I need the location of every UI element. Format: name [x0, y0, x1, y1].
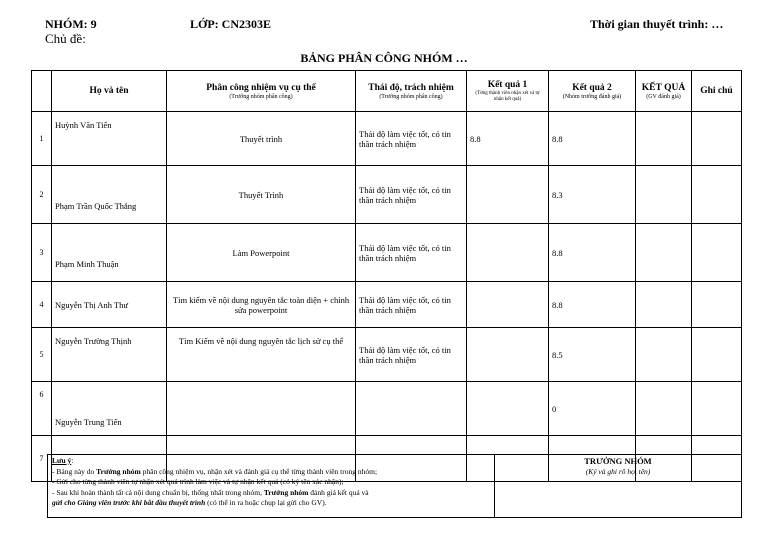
cell-final — [636, 224, 692, 282]
cell-note — [692, 112, 742, 166]
class-label: LỚP: CN2303E — [190, 17, 271, 31]
col-header-attitude: Thái độ, trách nhiệm (Trưởng nhóm phân công) — [356, 71, 467, 112]
cell-task: Thuyết trình — [167, 112, 356, 166]
cell-note — [692, 166, 742, 224]
notes-heading: Lưu ý — [52, 456, 72, 465]
cell-stt: 6 — [32, 382, 52, 436]
table-row — [32, 224, 742, 282]
cell-task — [167, 382, 356, 436]
topic-label: Chủ đề: — [45, 31, 86, 46]
cell-stt: 2 — [32, 166, 52, 224]
notes-table — [47, 454, 742, 518]
cell-result2: 8.8 — [549, 282, 636, 328]
cell-task: Tìm Kiếm về nội dung nguyên tắc lịch sử cụ thể — [167, 328, 356, 382]
col-header-stt — [32, 71, 52, 112]
cell-name: Phạm Minh Thuận — [52, 224, 167, 282]
leader-subtitle: (Ký và ghi rõ họ, tên) — [585, 466, 651, 476]
table-header-row — [32, 71, 742, 112]
cell-attitude: Thái độ làm việc tốt, có tin thần trách nhiệm — [356, 112, 467, 166]
page-title: BẢNG PHÂN CÔNG NHÓM … — [300, 51, 468, 65]
cell-final — [636, 328, 692, 382]
cell-final — [636, 112, 692, 166]
cell-final — [636, 382, 692, 436]
leader-signature-box — [495, 455, 742, 518]
cell-name: Huỳnh Văn Tiến — [52, 112, 167, 166]
notes-line-1: - Bảng này do Trưởng nhóm phân công nhiệm vụ, nhận xét và đánh giá cụ thể từng thành viên trong nhóm; — [52, 466, 378, 476]
col-header-task: Phân công nhiệm vụ cụ thể (Trưởng nhóm phân công) — [167, 71, 356, 112]
cell-task: Làm Powerpoint — [167, 224, 356, 282]
cell-note — [692, 328, 742, 382]
cell-final — [636, 166, 692, 224]
cell-note — [692, 282, 742, 328]
cell-task: Tìm kiếm về nội dung nguyên tắc toàn diện + chỉnh sửa powerpoint — [167, 282, 356, 328]
cell-attitude — [356, 382, 467, 436]
cell-result1: 8.8 — [467, 112, 549, 166]
cell-attitude: Thái độ làm việc tốt, có tin thần trách nhiệm — [356, 328, 467, 382]
cell-task: Thuyết Trình — [167, 166, 356, 224]
cell-note — [692, 224, 742, 282]
assignment-table — [31, 70, 742, 482]
cell-result1 — [467, 328, 549, 382]
notes-box: Lưu ý: - Bảng này do Trưởng nhóm phân công nhiệm vụ, nhận xét và đánh giá cụ thể từng thành viên trong nhóm; - Gửi cho từng thành viên tự nhận xét quá trình làm việc và tự nhận kết quả (có ký tên xác nhận); - Sau khi hoàn thành tất cả nội dung chuẩn bị, thống nhất trong nhóm, Trưởng nhóm đánh giá kết quả và gửi cho Giảng viên trước khi bắt đầu thuyết trình (có thể in ra hoặc chụp lại gửi cho GV). — [48, 455, 495, 518]
notes-line-2: - Gửi cho từng thành viên tự nhận xét quá trình làm việc và tự nhận kết quả (có ký tên xác nhận); — [52, 477, 344, 486]
cell-result1 — [467, 224, 549, 282]
col-header-final: KẾT QUẢ (GV đánh giá) — [636, 71, 692, 112]
cell-result2: 8.8 — [549, 224, 636, 282]
cell-result2: 0 — [549, 382, 636, 436]
cell-result1 — [467, 282, 549, 328]
notes-line-4: gửi cho Giảng viên trước khi bắt đầu thuyết trình (có thể in ra hoặc chụp lại gửi cho GV). — [52, 498, 327, 507]
cell-name: Phạm Trần Quốc Thắng — [52, 166, 167, 224]
col-header-result2: Kết quả 2 (Nhóm trưởng đánh giá) — [549, 71, 636, 112]
notes-line-3: - Sau khi hoàn thành tất cả nội dung chuẩn bị, thống nhất trong nhóm, Trưởng nhóm đánh giá kết quả và — [52, 487, 369, 497]
table-row — [32, 382, 742, 436]
cell-result2: 8.3 — [549, 166, 636, 224]
cell-attitude: Thái độ làm việc tốt, có tin thần trách nhiệm — [356, 224, 467, 282]
table-row — [32, 282, 742, 328]
cell-stt: 7 — [32, 436, 52, 482]
col-header-name: Họ và tên — [52, 71, 167, 112]
cell-note — [692, 382, 742, 436]
group-label: NHÓM: 9 — [45, 17, 97, 31]
table-row — [32, 328, 742, 382]
cell-stt: 5 — [32, 328, 52, 382]
col-header-result1: Kết quả 1 (Từng thành viên nhận xét và tự nhận kết quả) — [467, 71, 549, 112]
cell-result1 — [467, 166, 549, 224]
cell-name: Nguyễn Trung Tiến — [52, 382, 167, 436]
table-row — [32, 166, 742, 224]
cell-name: Nguyễn Trường Thịnh — [52, 328, 167, 382]
col-header-note: Ghi chú — [692, 71, 742, 112]
cell-stt: 1 — [32, 112, 52, 166]
cell-attitude: Thái độ làm việc tốt, có tin thần trách nhiệm — [356, 282, 467, 328]
cell-result2: 8.5 — [549, 328, 636, 382]
cell-stt: 4 — [32, 282, 52, 328]
table-row — [32, 112, 742, 166]
cell-attitude: Thái độ làm việc tốt, có tin thần trách nhiệm — [356, 166, 467, 224]
leader-title: TRƯỞNG NHÓM — [584, 456, 652, 466]
presentation-time: Thời gian thuyết trình: … — [590, 17, 724, 31]
cell-name: Nguyễn Thị Anh Thư — [52, 282, 167, 328]
cell-final — [636, 282, 692, 328]
cell-result1 — [467, 382, 549, 436]
cell-result2: 8.8 — [549, 112, 636, 166]
cell-stt: 3 — [32, 224, 52, 282]
